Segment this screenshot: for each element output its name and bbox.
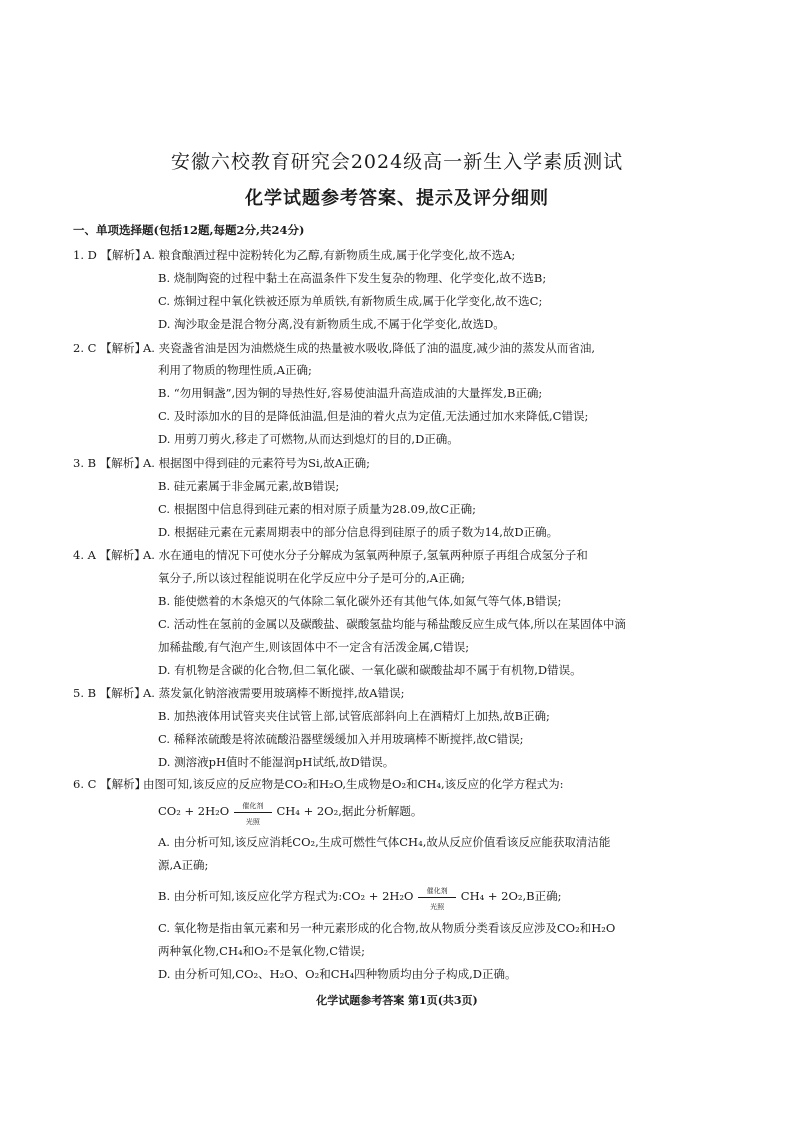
q4-line-b: B. 能使燃着的木条熄灭的气体除二氧化碳外还有其他气体,如氮气等气体,B错误; <box>158 594 562 608</box>
q5-line-d: D. 测溶液pH值时不能湿润pH试纸,故D错误。 <box>158 755 395 769</box>
q4-line-c: C. 活动性在氢前的金属以及碳酸盐、碳酸氢盐均能与稀盐酸反应生成气体,所以在某固体中滴 <box>158 617 626 631</box>
q4-line-c2: 加稀盐酸,有气泡产生,则该固体中不一定含有活泼金属,C错误; <box>158 640 470 654</box>
q2-line-c: C. 及时添加水的目的是降低油温,但是油的着火点为定值,无法通过加水来降低,C错误; <box>158 409 589 423</box>
q1-line-b: B. 烧制陶瓷的过程中黏土在高温条件下发生复杂的物理、化学变化,故不选B; <box>158 271 547 285</box>
q3-line-c: C. 根据图中信息得到硅元素的相对原子质量为28.09,故C正确; <box>158 502 476 516</box>
reaction-condition-arrow: 催化剂 光照 <box>233 804 273 820</box>
q1-line-a: A. 粮食酿酒过程中淀粉转化为乙醇,有新物质生成,属于化学变化,故不选A; <box>143 248 516 262</box>
q3-line-a: A. 根据图中得到硅的元素符号为Si,故A正确; <box>143 456 371 470</box>
q6-intro: 由图可知,该反应的反应物是CO₂和H₂O,生成物是O₂和CH₄,该反应的化学方程式为: <box>143 777 564 791</box>
answer-subtitle: 化学试题参考答案、提示及评分细则 <box>245 188 549 209</box>
q2-line-d: D. 用剪刀剪火,移走了可燃物,从而达到熄灯的目的,D正确。 <box>158 432 459 446</box>
page-footer: 化学试题参考答案 第1页(共3页) <box>316 994 478 1007</box>
question-2-label: 2. C 【解析】 <box>73 341 147 355</box>
question-5-label: 5. B 【解析】 <box>73 686 146 700</box>
q3-line-b: B. 硅元素属于非金属元素,故B错误; <box>158 479 340 493</box>
reaction-condition-arrow-2: 催化剂 光照 <box>417 889 457 905</box>
q4-line-d: D. 有机物是含碳的化合物,但二氧化碳、一氧化碳和碳酸盐却不属于有机物,D错误。 <box>158 663 582 677</box>
q1-line-d: D. 淘沙取金是混合物分离,没有新物质生成,不属于化学变化,故选D。 <box>158 317 505 331</box>
q6-line-c2: 两种氧化物,CH₄和O₂不是氧化物,C错误; <box>158 944 365 958</box>
q5-line-c: C. 稀释浓硫酸是将浓硫酸沿器壁缓缓加入并用玻璃棒不断搅拌,故C错误; <box>158 732 524 746</box>
question-6-label: 6. C 【解析】 <box>73 777 147 791</box>
q5-line-a: A. 蒸发氯化钠溶液需要用玻璃棒不断搅拌,故A错误; <box>143 686 405 700</box>
q6-equation: CO₂ + 2H₂O 催化剂 光照 CH₄ + 2O₂,据此分析解题。 <box>158 802 423 826</box>
q2-line-a2: 利用了物质的物理性质,A正确; <box>158 363 312 377</box>
q2-line-a: A. 夹瓷盏省油是因为油燃烧生成的热量被水吸收,降低了油的温度,减少油的蒸发从而省油, <box>143 341 596 355</box>
exam-title: 安徽六校教育研究会2024级高一新生入学素质测试 <box>170 151 624 173</box>
q2-line-b: B. “勿用铜盏”,因为铜的导热性好,容易使油温升高造成油的大量挥发,B正确; <box>158 386 543 400</box>
q4-line-a2: 氧分子,所以该过程能说明在化学反应中分子是可分的,A正确; <box>158 571 465 585</box>
q1-line-c: C. 炼铜过程中氧化铁被还原为单质铁,有新物质生成,属于化学变化,故不选C; <box>158 294 543 308</box>
q6-line-a: A. 由分析可知,该反应消耗CO₂,生成可燃性气体CH₄,故从反应价值看该反应能获取清洁能 <box>158 835 611 849</box>
question-3-label: 3. B 【解析】 <box>73 456 146 470</box>
q6-line-a2: 源,A正确; <box>158 858 209 872</box>
q4-line-a: A. 水在通电的情况下可使水分子分解成为氢氧两种原子,氢氧两种原子再组合成氢分子和 <box>143 548 588 562</box>
question-4-label: 4. A 【解析】 <box>73 548 146 562</box>
q5-line-b: B. 加热液体用试管夹夹住试管上部,试管底部斜向上在酒精灯上加热,故B正确; <box>158 709 550 723</box>
section-heading: 一、单项选择题(包括12题,每题2分,共24分) <box>73 223 305 237</box>
q3-line-d: D. 根据硅元素在元素周期表中的部分信息得到硅原子的质子数为14,故D正确。 <box>158 525 559 539</box>
q6-line-c: C. 氧化物是指由氧元素和另一种元素形成的化合物,故从物质分类看该反应涉及CO₂和H₂O <box>158 921 616 935</box>
q6-line-d: D. 由分析可知,CO₂、H₂O、O₂和CH₄四种物质均由分子构成,D正确。 <box>158 967 517 981</box>
question-1-label: 1. D 【解析】 <box>73 248 147 262</box>
q6-line-b: B. 由分析可知,该反应化学方程式为:CO₂ + 2H₂O 催化剂 光照 CH₄ + 2O₂,B正确; <box>158 887 562 911</box>
